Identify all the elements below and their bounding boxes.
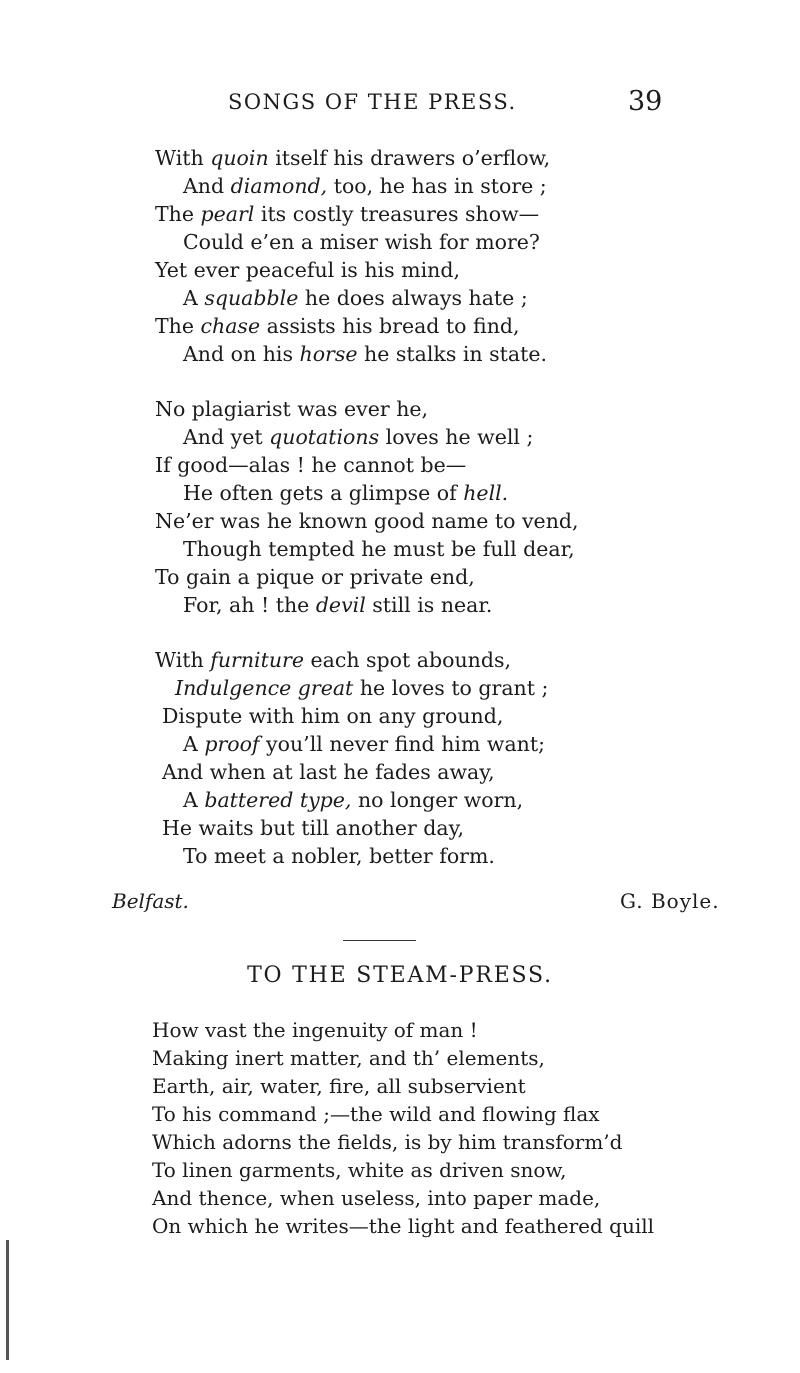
- text-line: To his command ;—the wild and flowing flax: [152, 1102, 600, 1126]
- verse-line: Dispute with him on any ground,: [162, 704, 504, 728]
- verse-line: With furniture each spot abounds,: [155, 648, 512, 672]
- running-title: SONGS OF THE PRESS.: [228, 90, 517, 114]
- verse-line: A squabble he does always hate ;: [183, 286, 528, 310]
- text-line: Earth, air, water, fire, all subservient: [152, 1074, 526, 1098]
- page-edge-shadow: [6, 1240, 9, 1360]
- section-divider: [343, 940, 416, 941]
- verse-line: A proof you’ll never find him want;: [183, 732, 546, 756]
- text-line: Making inert matter, and th’ elements,: [152, 1046, 545, 1070]
- verse-line: For, ah ! the devil still is near.: [183, 593, 493, 617]
- text-line: How vast the ingenuity of man !: [152, 1018, 478, 1042]
- poem-heading: TO THE STEAM-PRESS.: [247, 963, 553, 988]
- verse-line: To meet a nobler, better form.: [183, 844, 495, 868]
- verse-line: Though tempted he must be full dear,: [183, 537, 575, 561]
- verse-line: The pearl its costly treasures show—: [155, 202, 540, 226]
- verse-line: He often gets a glimpse of hell.: [183, 481, 509, 505]
- verse-line: Could e’en a miser wish for more?: [183, 230, 540, 254]
- verse-line: And on his horse he stalks in state.: [183, 342, 548, 366]
- running-head: [0, 84, 800, 118]
- verse-line: Indulgence great he loves to grant ;: [175, 676, 549, 700]
- verse-line: And yet quotations loves he well ;: [183, 425, 534, 449]
- verse-line: If good—alas ! he cannot be—: [155, 453, 467, 477]
- signature-place: Belfast.: [112, 889, 189, 913]
- text-line: To linen garments, white as driven snow,: [152, 1158, 567, 1182]
- text-line: And thence, when useless, into paper made,: [152, 1186, 601, 1210]
- verse-line: No plagiarist was ever he,: [155, 397, 429, 421]
- verse-line: He waits but till another day,: [162, 816, 465, 840]
- verse-line: To gain a pique or private end,: [155, 565, 475, 589]
- verse-line: A battered type, no longer worn,: [183, 788, 524, 812]
- verse-line: And diamond, too, he has in store ;: [183, 174, 547, 198]
- signature-author: G. Boyle.: [620, 889, 720, 913]
- page-number: 39: [628, 86, 663, 117]
- verse-line: And when at last he fades away,: [162, 760, 495, 784]
- verse-line: Yet ever peaceful is his mind,: [155, 258, 460, 282]
- verse-line: Ne’er was he known good name to vend,: [155, 509, 579, 533]
- text-line: On which he writes—the light and feathered quill: [152, 1214, 655, 1238]
- verse-line: The chase assists his bread to find,: [155, 314, 520, 338]
- verse-line: With quoin itself his drawers o’erflow,: [155, 146, 551, 170]
- text-line: Which adorns the fields, is by him transform’d: [152, 1130, 623, 1154]
